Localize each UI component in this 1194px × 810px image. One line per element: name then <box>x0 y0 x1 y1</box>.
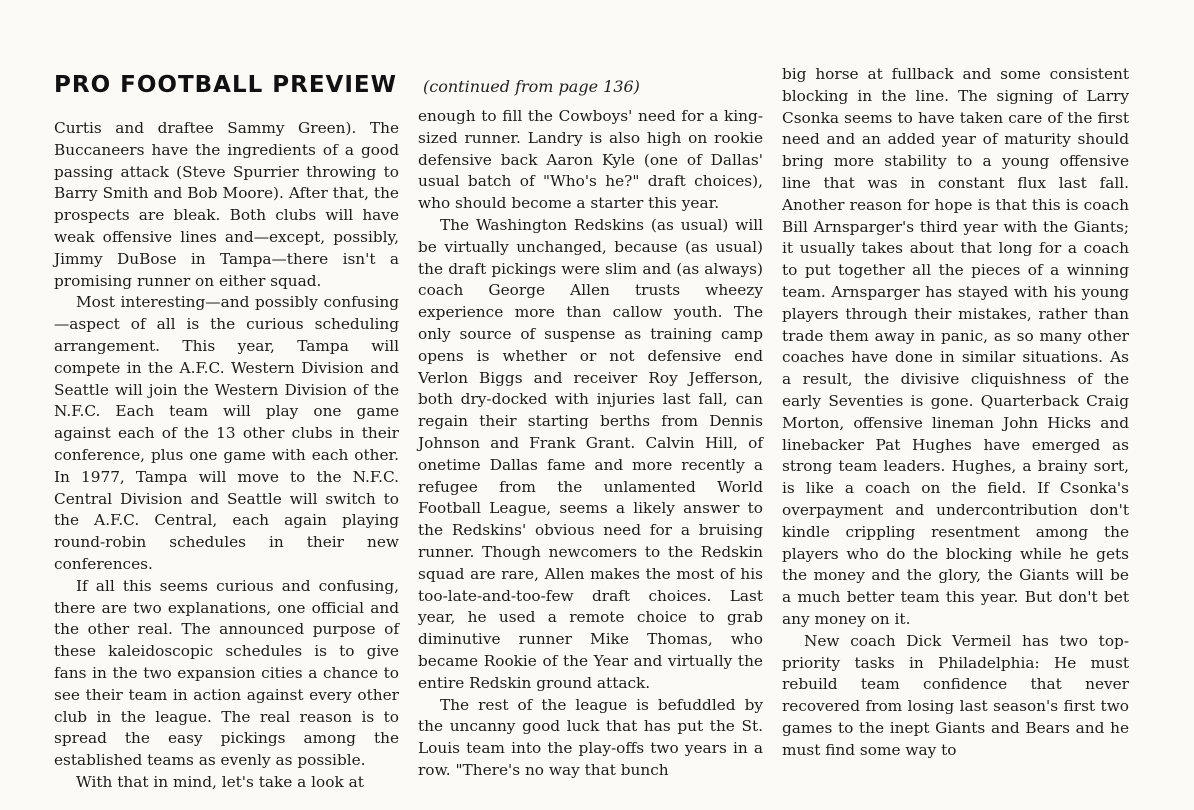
paragraph: Curtis and draftee Sammy Green). The Buccaneers have the ingredients of a good passing attack (Steve Spurrier throwing to Barry Smith and Bob Moore). After that, the prospects are bleak. Both clubs will have weak offensive lines and—except, possibly, Jimmy DuBose in Tampa—there isn't a promising runner on either squad. <box>54 119 399 290</box>
text-column-3 <box>782 64 1129 762</box>
page-header <box>54 72 640 102</box>
paragraph: The Washington Redskins (as usual) will be virtually unchanged, because (as usual) the draft pickings were slim and (as always) coach George Allen trusts wheezy experience more than callow youth. The only source of suspense as training camp opens is whether or not defensive end Verlon Biggs and receiver Roy Jefferson, both dry-docked with injuries last fall, can regain their starting berths from Dennis Johnson and Frank Grant. Calvin Hill, of onetime Dallas fame and more recently a refugee from the unlamented World Football League, seems a likely answer to the Redskins' obvious need for a bruising runner. Though newcomers to the Redskin squad are rare, Allen makes the most of his too-late-and-too-few draft choices. Last year, he used a remote choice to grab diminutive runner Mike Thomas, who became Rookie of the Year and virtually the entire Redskin ground attack. <box>418 215 763 692</box>
paragraph: With that in mind, let's take a look at <box>76 772 364 791</box>
paragraph: enough to fill the Cowboys' need for a king-sized runner. Landry is also high on rookie defensive back Aaron Kyle (one of Dallas' usual batch of "Who's he?" draft choices), who should become a starter this year. <box>418 107 763 213</box>
paragraph: New coach Dick Vermeil has two top-priority tasks in Philadelphia: He must rebuild team confidence that never recovered from losing last season's first two games to the inept Giants and Bears and he must find some way to <box>782 631 1129 759</box>
text-column-1 <box>54 118 399 794</box>
section-title: PRO FOOTBALL PREVIEW <box>54 72 397 98</box>
paragraph: The rest of the league is befuddled by the uncanny good luck that has put the St. Louis team into the play-offs two years in a row. "There's no way that bunch <box>418 695 763 779</box>
paragraph: If all this seems curious and confusing, there are two explanations, one official and the other real. The announced purpose of these kaleidoscopic schedules is to give fans in the two expansion cities a chance to see their team in action against every other club in the league. The real reason is to spread the easy pickings among the established teams as evenly as possible. <box>54 576 399 770</box>
text-column-2 <box>418 106 763 782</box>
paragraph: Most interesting—and possibly confusing—aspect of all is the curious scheduling arrangement. This year, Tampa will compete in the A.F.C. Western Division and Seattle will join the Western Division of the N.F.C. Each team will play one game against each of the 13 other clubs in their conference, plus one game with each other. In 1977, Tampa will move to the N.F.C. Central Division and Seattle will switch to the A.F.C. Central, each again playing round-robin schedules in their new conferences. <box>54 293 399 573</box>
paragraph: big horse at fullback and some consistent blocking in the line. The signing of Larry Csonka seems to have taken care of the first need and an added year of maturity should bring more stability to a young offensive line that was in constant flux last fall. Another reason for hope is that this is coach Bill Arnsparger's third year with the Giants; it usually takes about that long for a coach to put together all the pieces of a winning team. Arnsparger has stayed with his young players through their mistakes, rather than trade them away in panic, as so many other coaches have done in similar situations. As a result, the divisive cliquishness of the early Seventies is gone. Quarterback Craig Morton, offensive lineman John Hicks and linebacker Pat Hughes have emerged as strong team leaders. Hughes, a brainy sort, is like a coach on the field. If Csonka's overpayment and undercontribution don't kindle crippling resentment among the players who do the blocking while he gets the money and the glory, the Giants will be a much better team this year. But don't bet any money on it. <box>782 65 1129 628</box>
continued-note: (continued from page 136) <box>423 77 640 96</box>
